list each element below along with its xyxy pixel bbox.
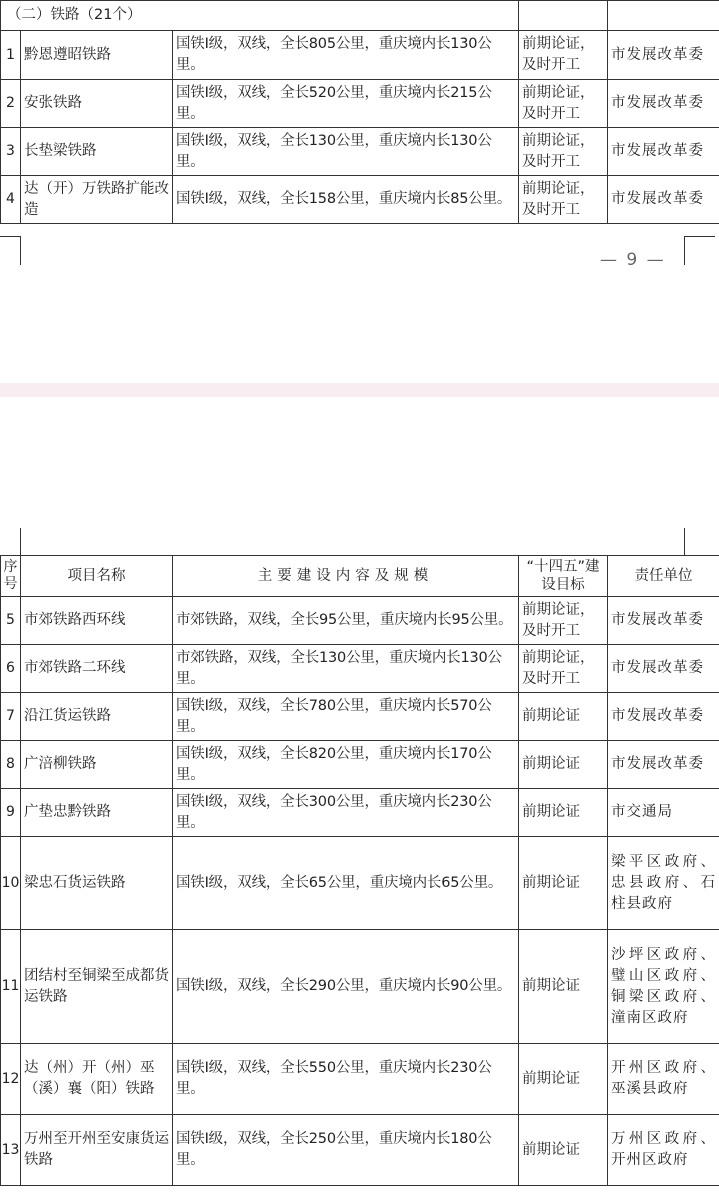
table-row (1, 930, 719, 1044)
project-goal: 前期论证 (519, 741, 608, 789)
row-number: 8 (1, 741, 21, 789)
project-content: 国铁I级，双线，全长820公里，重庆境内长170公里。 (173, 741, 519, 789)
project-goal: 前期论证 (519, 837, 608, 930)
table-header-row (1, 556, 719, 597)
project-goal: 前期论证 (519, 789, 608, 837)
section-header-row (1, 1, 719, 31)
crop-mark-right (684, 236, 715, 265)
project-content: 国铁I级，双线，全长65公里，重庆境内长65公里。 (173, 837, 519, 930)
project-name: 市郊铁路西环线 (21, 597, 173, 645)
header-goal: “十四五”建设目标 (519, 556, 608, 597)
page-gap (0, 383, 719, 397)
row-number: 13 (1, 1115, 21, 1186)
project-content: 国铁I级，双线，全长130公里，重庆境内长130公里。 (173, 128, 519, 176)
section-empty-cell (608, 1, 719, 31)
header-content: 主要建设内容及规模 (173, 556, 519, 597)
project-name: 市郊铁路二环线 (21, 645, 173, 693)
crop-mark-right (684, 528, 685, 555)
project-goal: 前期论证 (519, 1044, 608, 1115)
table-row (1, 31, 719, 80)
crop-mark-left (20, 528, 21, 555)
project-goal: 前期论证，及时开工 (519, 597, 608, 645)
document-page-10 (0, 397, 719, 1193)
responsible-unit: 开州区政府、巫溪县政府 (608, 1044, 719, 1115)
table-row (1, 645, 719, 693)
table-row (1, 80, 719, 128)
project-name: 长垫梁铁路 (21, 128, 173, 176)
responsible-unit: 市发展改革委 (608, 741, 719, 789)
project-goal: 前期论证，及时开工 (519, 645, 608, 693)
responsible-unit: 市发展改革委 (608, 597, 719, 645)
project-name: 广垫忠黔铁路 (21, 789, 173, 837)
project-goal: 前期论证，及时开工 (519, 176, 608, 224)
row-number: 6 (1, 645, 21, 693)
project-name: 达（开）万铁路扩能改造 (21, 176, 173, 224)
project-content: 国铁I级，双线，全长520公里，重庆境内长215公里。 (173, 80, 519, 128)
table-row (1, 1044, 719, 1115)
row-number: 10 (1, 837, 21, 930)
project-content: 国铁I级，双线，全长158公里，重庆境内长85公里。 (173, 176, 519, 224)
section-empty-cell (519, 1, 608, 31)
project-content: 国铁I级，双线，全长805公里，重庆境内长130公里。 (173, 31, 519, 80)
project-content: 市郊铁路，双线，全长130公里，重庆境内长130公里。 (173, 645, 519, 693)
responsible-unit: 沙坪区政府、璧山区政府、铜梁区政府、潼南区政府 (608, 930, 719, 1044)
responsible-unit: 市发展改革委 (608, 645, 719, 693)
header-number: 序号 (1, 556, 21, 597)
row-number: 3 (1, 128, 21, 176)
responsible-unit: 市发展改革委 (608, 128, 719, 176)
row-number: 5 (1, 597, 21, 645)
table-row (1, 693, 719, 741)
table-row (1, 128, 719, 176)
row-number: 12 (1, 1044, 21, 1115)
responsible-unit: 市发展改革委 (608, 80, 719, 128)
project-content: 国铁I级，双线，全长550公里，重庆境内长230公里。 (173, 1044, 519, 1115)
row-number: 1 (1, 31, 21, 80)
project-name: 梁忠石货运铁路 (21, 837, 173, 930)
section-title: （二）铁路（21个） (1, 1, 519, 31)
row-number: 7 (1, 693, 21, 741)
railway-table-page-10 (0, 555, 719, 1186)
project-goal: 前期论证 (519, 693, 608, 741)
responsible-unit: 市发展改革委 (608, 31, 719, 80)
project-goal: 前期论证 (519, 930, 608, 1044)
row-number: 4 (1, 176, 21, 224)
responsible-unit: 市发展改革委 (608, 693, 719, 741)
project-goal: 前期论证，及时开工 (519, 80, 608, 128)
project-content: 国铁I级，双线，全长300公里，重庆境内长230公里。 (173, 789, 519, 837)
project-name: 团结村至铜梁至成都货运铁路 (21, 930, 173, 1044)
project-name: 沿江货运铁路 (21, 693, 173, 741)
project-name: 广涪柳铁路 (21, 741, 173, 789)
railway-table-page-9 (0, 0, 719, 224)
page-number: — 9 — (600, 250, 666, 270)
project-content: 国铁I级，双线，全长780公里，重庆境内长570公里。 (173, 693, 519, 741)
project-name: 万州至开州至安康货运铁路 (21, 1115, 173, 1186)
header-project-name: 项目名称 (21, 556, 173, 597)
document-page-9 (0, 0, 719, 383)
row-number: 2 (1, 80, 21, 128)
crop-mark-left (0, 236, 21, 265)
table-row (1, 597, 719, 645)
project-goal: 前期论证，及时开工 (519, 128, 608, 176)
row-number: 11 (1, 930, 21, 1044)
table-row (1, 789, 719, 837)
project-name: 黔恩遵昭铁路 (21, 31, 173, 80)
project-goal: 前期论证，及时开工 (519, 31, 608, 80)
row-number: 9 (1, 789, 21, 837)
header-unit: 责任单位 (608, 556, 719, 597)
table-row (1, 1115, 719, 1186)
responsible-unit: 万州区政府、开州区政府 (608, 1115, 719, 1186)
project-content: 国铁I级，双线，全长250公里，重庆境内长180公里。 (173, 1115, 519, 1186)
project-goal: 前期论证 (519, 1115, 608, 1186)
responsible-unit: 市发展改革委 (608, 176, 719, 224)
responsible-unit: 梁平区政府、忠县政府、石柱县政府 (608, 837, 719, 930)
project-content: 国铁I级，双线，全长290公里，重庆境内长90公里。 (173, 930, 519, 1044)
project-content: 市郊铁路，双线，全长95公里，重庆境内长95公里。 (173, 597, 519, 645)
project-name: 达（州）开（州）巫（溪）襄（阳）铁路 (21, 1044, 173, 1115)
table-row (1, 837, 719, 930)
table-row (1, 176, 719, 224)
table-row (1, 741, 719, 789)
responsible-unit: 市交通局 (608, 789, 719, 837)
project-name: 安张铁路 (21, 80, 173, 128)
